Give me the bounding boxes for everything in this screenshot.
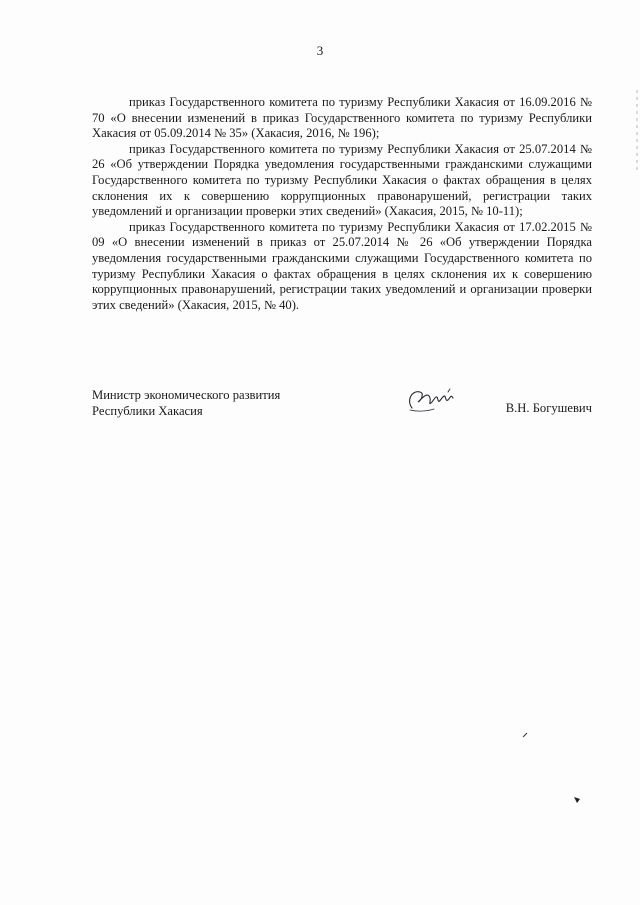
signature-block xyxy=(92,388,592,428)
scan-speck-artifact xyxy=(572,795,582,805)
paragraph-order-26: приказ Государственного комитета по туризму Республики Хакасия от 25.07.2014 № 26 «Об утверждении Порядка уведомления государственными гражданскими служащими Государственного комитета по туризму Республики Хакасия о фактах обращения в целях склонения их к совершению коррупционных правонарушений, регистрации таких уведомлений и организации проверки этих сведений» (Хакасия, 2015, № 10-11); xyxy=(92,141,592,219)
paragraph-order-70: приказ Государственного комитета по туризму Республики Хакасия от 16.09.2016 № 70 «О внесении изменений в приказ Государственного комитета по туризму Республики Хакасия от 05.09.2014 № 35» (Хакасия, 2016, № 196); xyxy=(92,95,592,141)
signatory-title-line-1: Министр экономического развития xyxy=(92,388,281,402)
signatory-title xyxy=(92,388,280,419)
scan-speck-artifact xyxy=(521,731,529,739)
page-number: 3 xyxy=(316,43,324,58)
scan-edge-artifact xyxy=(636,90,638,170)
paragraph-order-09: приказ Государственного комитета по туризму Республики Хакасия от 17.02.2015 № 09 «О внесении изменений в приказ от 25.07.2014 № 26 «Об утверждении Порядка уведомления государственными гражданскими служащими Государственного комитета по туризму Республики Хакасия о фактах обращения в целях склонения их к совершению коррупционных правонарушений, регистрации таких уведомлений и организации проверки этих сведений» (Хакасия, 2015, № 40). xyxy=(92,219,592,312)
signatory-name: В.Н. Богушевич xyxy=(505,401,592,415)
document-body xyxy=(92,95,592,313)
signatory-title-line-2: Республики Хакасия xyxy=(92,403,203,418)
handwritten-signature-icon xyxy=(404,386,464,416)
